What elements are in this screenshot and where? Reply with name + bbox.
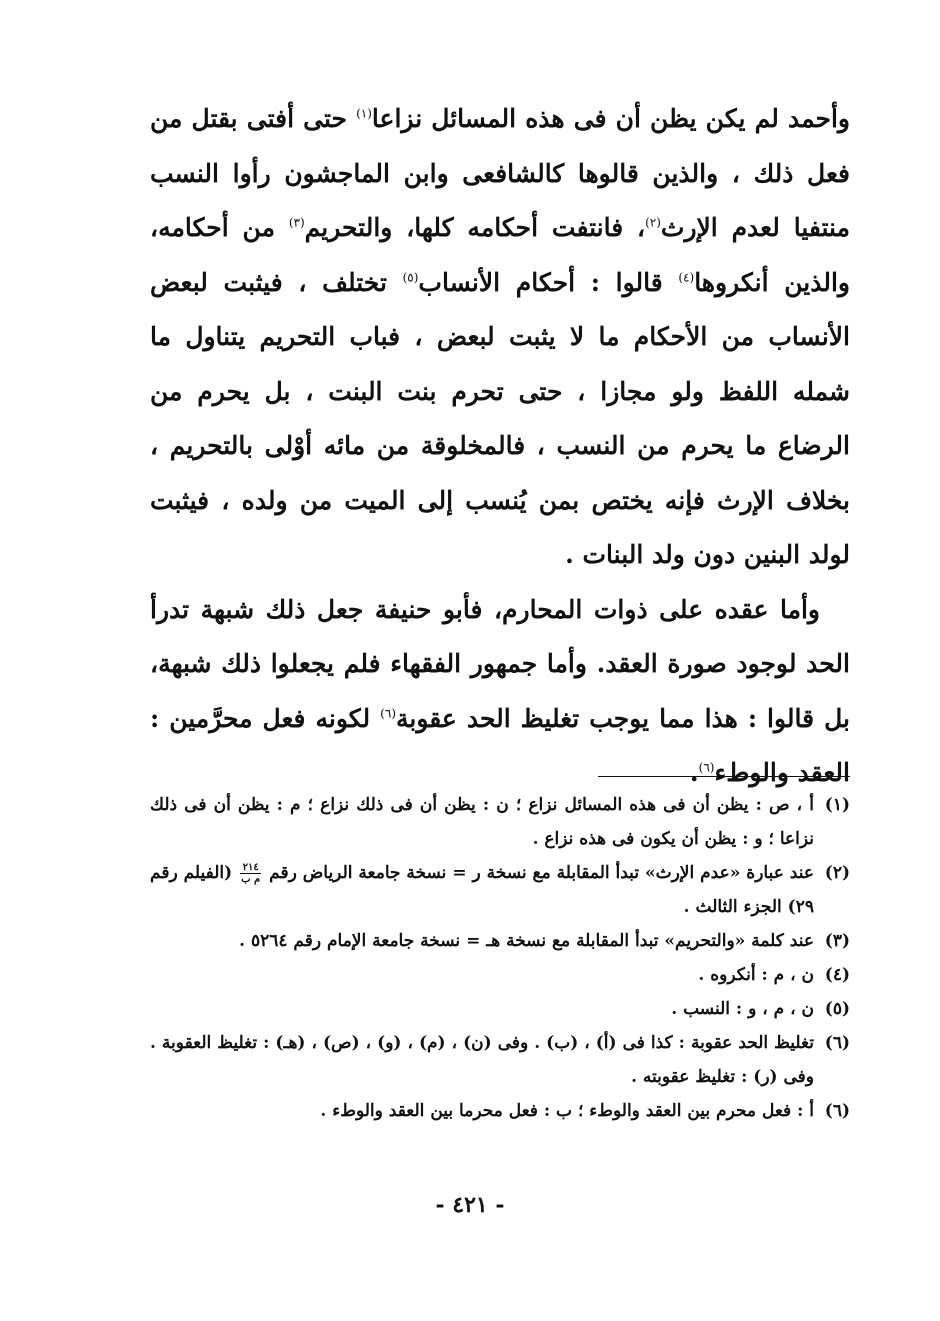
footnote-ref-1: (١) xyxy=(356,106,372,121)
paragraph-1-text: من أحكامه، والذين أنكروها xyxy=(150,213,850,297)
footnote-text: عند كلمة «والتحريم» تبدأ المقابلة مع نسخة هـ = نسخة جامعة الإمام رقم ٥٢٦٤ . xyxy=(239,931,814,951)
paragraph-1-text: وأحمد لم يكن يظن أن فى هذه المسائل نزاعا xyxy=(371,104,851,133)
fraction-numerator: ٢١٤ xyxy=(240,862,261,874)
footnote-number: (٣) xyxy=(824,931,850,951)
footnote-text-part: عند عبارة «عدم الإرث» تبدأ المقابلة مع نسخة ر = نسخة جامعة الرياض رقم xyxy=(263,863,814,883)
footnote-4 xyxy=(150,958,850,992)
footnote-text: تغليظ الحد عقوبة : كذا فى (أ) ، (ب) . وفى (ن) ، (م) ، (و) ، (ص) ، (هـ) : تغليظ العقوبة . وفى (ر) : تغليظ عقوبته . xyxy=(150,1033,814,1087)
fraction-denominator: م ب xyxy=(241,874,261,885)
page-number: - ٤٢١ - xyxy=(435,1192,505,1218)
paragraph-2 xyxy=(150,583,850,801)
paragraph-1-text: حتى أفتى بقتل من فعل ذلك ، والذين قالوها كالشافعى وابن الماجشون رأوا النسب منتفيا لعدم الإرث xyxy=(150,104,850,242)
paragraph-1-text: قالوا : أحكام الأنساب xyxy=(418,267,679,297)
paragraph-2-text: وأما عقده على ذوات المحارم، فأبو حنيفة جعل ذلك شبهة تدرأ الحد لوجود صورة العقد. وأما جمهور الفقهاء فلم يجعلوا ذلك شبهة، بل قالوا : هذا مما يوجب تغليظ الحد عقوبة xyxy=(150,594,850,733)
footnote-ref-2: (٢) xyxy=(645,215,661,230)
footnote-number: (٢) xyxy=(824,863,850,883)
footnote-number: (١) xyxy=(824,795,850,815)
footnote-5 xyxy=(150,992,850,1026)
footnote-number: (٤) xyxy=(824,965,850,985)
footnote-number: (٦) xyxy=(824,1101,850,1121)
footnote-3 xyxy=(150,924,850,958)
footnote-text: أ : فعل محرم بين العقد والوطء ؛ ب : فعل محرما بين العقد والوطء . xyxy=(320,1101,814,1121)
manuscript-number-fraction xyxy=(240,862,261,885)
footnote-ref-6: (٦) xyxy=(380,706,396,721)
footnote-number: (٦) xyxy=(824,1033,850,1053)
paragraph-2-text: . xyxy=(689,758,699,787)
footnote-1 xyxy=(150,788,850,856)
footnote-text: أ ، ص : يظن أن فى هذه المسائل نزاع ؛ ن : يظن أن فى ذلك نزاع ؛ م : يظن أن فى ذلك نزاعا ؛ و : يظن أن يكون فى هذه نزاع . xyxy=(150,795,814,849)
footnote-ref-6b: (٦) xyxy=(698,760,715,775)
footnote-text: ن ، م ، و : النسب . xyxy=(671,999,814,1019)
footnotes xyxy=(150,788,850,1128)
footnote-2 xyxy=(150,856,850,924)
footnote-6 xyxy=(150,1026,850,1094)
footnote-ref-3: (٣) xyxy=(288,215,305,230)
footnote-ref-5: (٥) xyxy=(402,270,419,285)
paragraph-1 xyxy=(150,92,850,583)
paragraph-1-text: تختلف ، فيثبت لبعض الأنساب من الأحكام ما لا يثبت لبعض ، فباب التحريم يتناول ما شمله اللفظ ولو مجازا ، حتى تحرم بنت البنت ، بل يحرم من الرضاع ما يحرم من النسب ، فالمخلوقة من مائه أوْلى بالتحريم ، بخلاف الإرث فإنه يختص بمن يُنسب إلى الميت من ولده ، فيثبت لولد البنين دون ولد البنات . xyxy=(150,267,850,569)
footnote-number: (٥) xyxy=(824,999,850,1019)
main-text xyxy=(150,92,850,801)
footnote-ref-4: (٤) xyxy=(678,270,695,285)
footnote-text: ن ، م : أنكروه . xyxy=(698,965,814,985)
paragraph-1-text: ، فانتفت أحكامه كلها، والتحريم xyxy=(304,213,646,242)
footnote-text-part: (الفيلم رقم ٢٩) الجزء الثالث . xyxy=(150,863,814,917)
footnote-text xyxy=(150,856,814,924)
footnote-6b xyxy=(150,1094,850,1128)
paragraph-2-text: لكونه فعل محرَّمين : العقد والوطء xyxy=(150,703,850,787)
footnote-divider xyxy=(598,776,850,777)
